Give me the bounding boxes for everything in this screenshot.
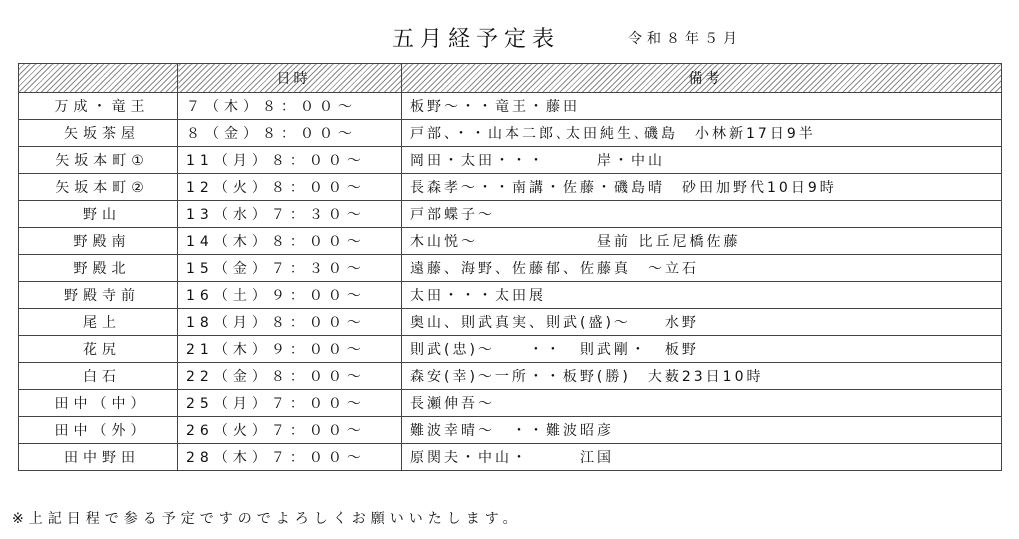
place-cell: 野殿寺前	[19, 282, 178, 309]
datetime-cell: 14（木）８：００～	[178, 228, 402, 255]
place-cell: 野山	[19, 201, 178, 228]
table-row	[19, 336, 1002, 363]
table-row	[19, 120, 1002, 147]
datetime-cell: 25（月）７：００～	[178, 390, 402, 417]
place-cell: 田中（中）	[19, 390, 178, 417]
datetime-cell: ７（木）８：００～	[178, 93, 402, 120]
place-cell: 田中野田	[19, 444, 178, 471]
datetime-cell: ８（金）８：００～	[178, 120, 402, 147]
place-cell: 矢坂茶屋	[19, 120, 178, 147]
header-datetime: 日時	[178, 64, 402, 93]
header-row	[19, 64, 1002, 93]
note-cell: 木山悦～ 昼前 比丘尼橋佐藤	[402, 228, 1002, 255]
note-cell: 岡田・太田・・・ 岸・中山	[402, 147, 1002, 174]
note-cell: 原関夫・中山・ 江国	[402, 444, 1002, 471]
table-row	[19, 444, 1002, 471]
datetime-cell: 11（月）８：００～	[178, 147, 402, 174]
header-place	[19, 64, 178, 93]
place-cell: 野殿北	[19, 255, 178, 282]
table-row	[19, 282, 1002, 309]
note-cell: 戸部、・・山本二郎､太田純生､磯島 小林新17日9半	[402, 120, 1002, 147]
note-cell: 遠藤、海野、佐藤郁、佐藤真 ～立石	[402, 255, 1002, 282]
table-row	[19, 255, 1002, 282]
place-cell: 田中（外）	[19, 417, 178, 444]
note-cell: 板野～・・竜王・藤田	[402, 93, 1002, 120]
note-cell: 戸部蝶子～	[402, 201, 1002, 228]
note-cell: 難波幸晴～ ・・難波昭彦	[402, 417, 1002, 444]
table-row	[19, 201, 1002, 228]
place-cell: 万成・竜王	[19, 93, 178, 120]
datetime-cell: 26（火）７：００～	[178, 417, 402, 444]
place-cell: 花尻	[19, 336, 178, 363]
note-cell: 太田・・・太田展	[402, 282, 1002, 309]
table-row	[19, 174, 1002, 201]
place-cell: 白石	[19, 363, 178, 390]
table-row	[19, 228, 1002, 255]
table-row	[19, 309, 1002, 336]
place-cell: 尾上	[19, 309, 178, 336]
datetime-cell: 28（木）７：００～	[178, 444, 402, 471]
datetime-cell: 18（月）８：００～	[178, 309, 402, 336]
note-cell: 長瀬伸吾～	[402, 390, 1002, 417]
datetime-cell: 12（火）８：００～	[178, 174, 402, 201]
table-row	[19, 363, 1002, 390]
datetime-cell: 22（金）８：００～	[178, 363, 402, 390]
note-cell: 森安(幸)～一所・・板野(勝) 大薮23日10時	[402, 363, 1002, 390]
place-cell: 矢坂本町①	[19, 147, 178, 174]
datetime-cell: 16（土）９：００～	[178, 282, 402, 309]
table-row	[19, 147, 1002, 174]
table-row	[19, 390, 1002, 417]
title-row	[0, 22, 1019, 52]
place-cell: 野殿南	[19, 228, 178, 255]
schedule-table	[18, 63, 1002, 471]
place-cell: 矢坂本町②	[19, 174, 178, 201]
table-row	[19, 93, 1002, 120]
note-cell: 奥山、則武真実、則武(盛)～ 水野	[402, 309, 1002, 336]
note-cell: 長森孝～・・南講・佐藤・磯島晴 砂田加野代10日9時	[402, 174, 1002, 201]
datetime-cell: 21（木）９：００～	[178, 336, 402, 363]
note-cell: 則武(忠)～ ・・ 則武剛・ 板野	[402, 336, 1002, 363]
footnote: ※上記日程で参る予定ですのでよろしくお願いいたします。	[12, 511, 522, 527]
datetime-cell: 13（水）７：３０～	[178, 201, 402, 228]
header-notes: 備考	[402, 64, 1002, 93]
datetime-cell: 15（金）７：３０～	[178, 255, 402, 282]
table-row	[19, 417, 1002, 444]
page-title: 五月経予定表	[392, 27, 561, 52]
page-date: 令和８年５月	[628, 31, 742, 47]
